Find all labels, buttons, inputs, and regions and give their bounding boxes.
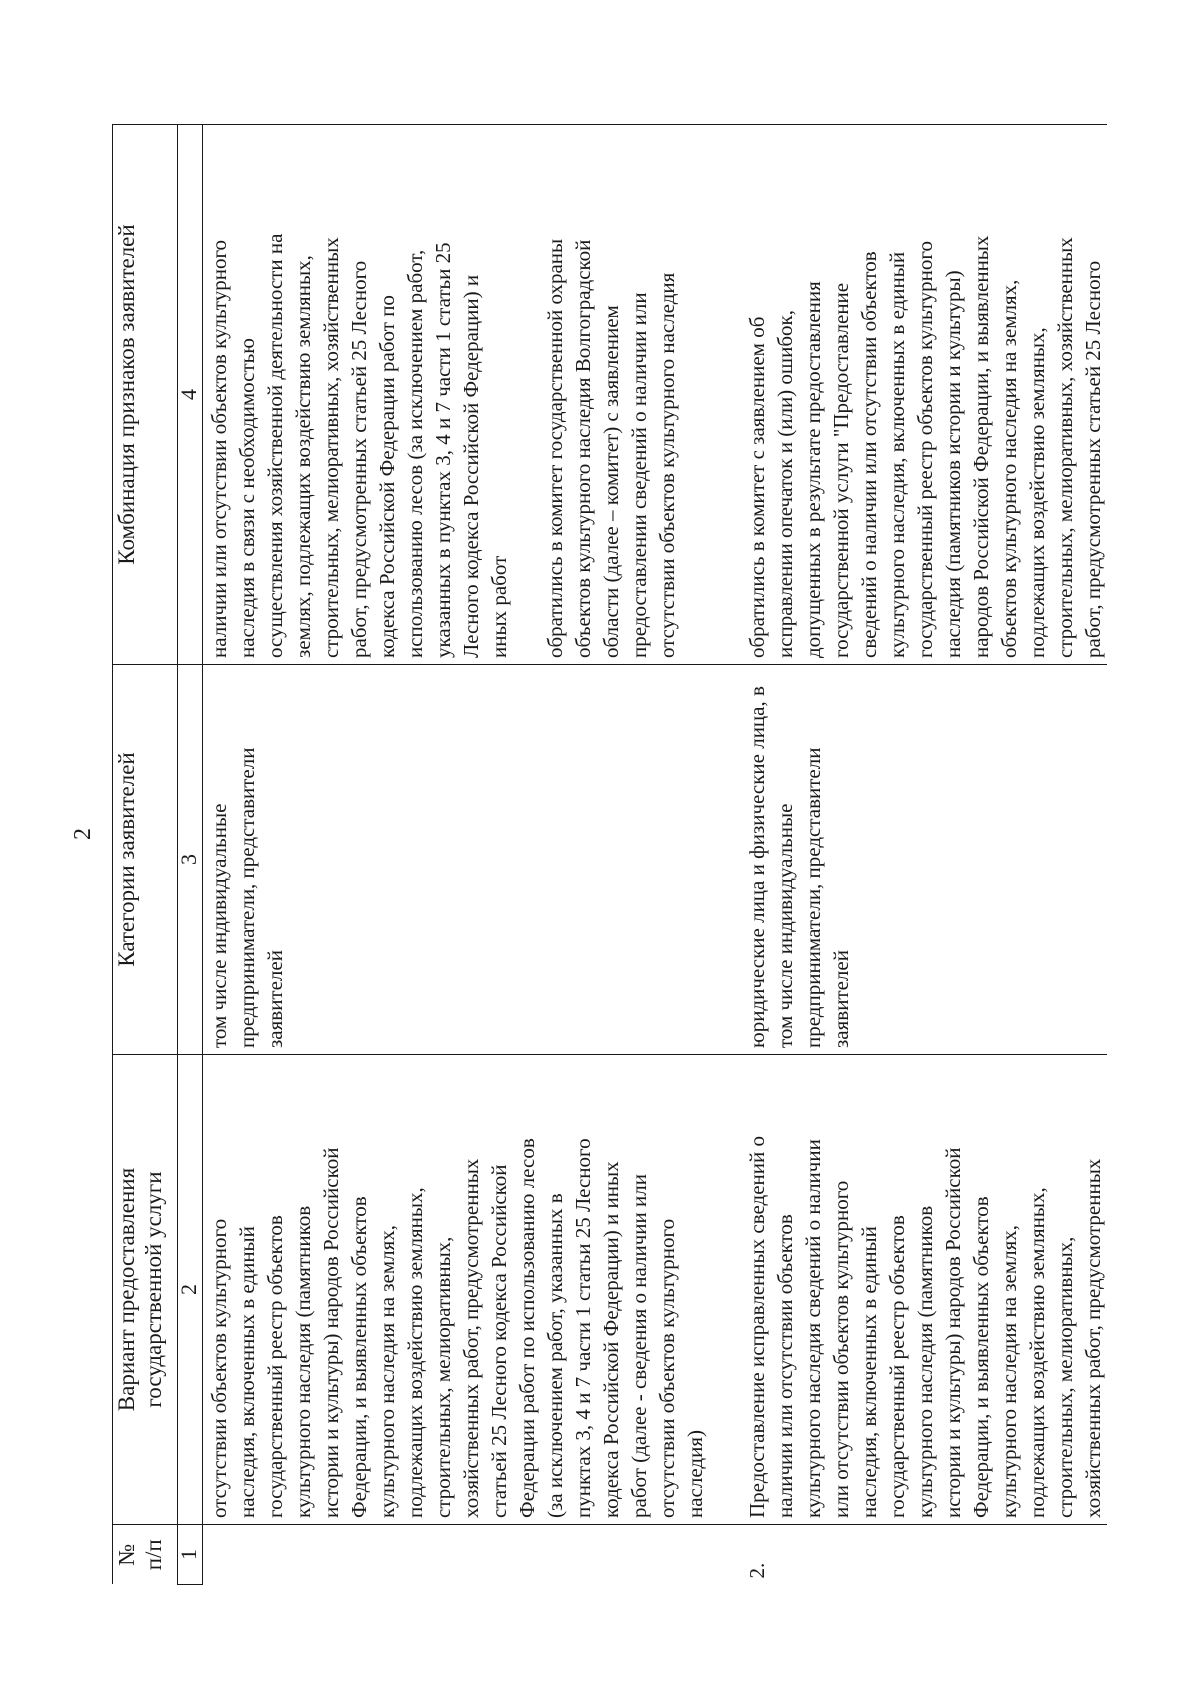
document-sheet	[112, 125, 1105, 1585]
features-paragraph: обратились в комитет с заявлением об исправлении опечаток и (или) ошибок, допущенных в результате предоставления государственной услуги "Предоставление сведений о наличии или отсутствии объектов культурного наследия, включенных в единый государственный реестр объектов культурного наследия (памятников истории и культуры) народов Российской Федерации, и выявленных объектов культурного наследия на землях, подлежащих воздействию земляных, строительных, мелиоративных, хозяйственных работ, предусмотренных статьей 25 Лесного	[745, 235, 1105, 658]
column-number-row	[178, 125, 203, 1585]
header-number: № п/п	[113, 1525, 178, 1585]
table-row	[203, 125, 740, 1585]
service-variant: Предоставление исправленных сведений о наличии или отсутствии объектов культурного наследия сведений о наличии или отсутствии объектов культурного наследия, включенных в единый государственный реестр объектов культурного наследия (памятников истории и культуры) народов Российской Федерации, и выявленных объектов культурного наследия на землях, подлежащих воздействию земляных, строительных, мелиоративных, хозяйственных работ, предусмотренных	[739, 1055, 1107, 1525]
features-paragraph: обратились в комитет государственной охраны объектов культурного наследия Волгоградской области (далее – комитет) с заявлением предоставлении сведений о наличии или отсутствии объектов культурного наследия	[543, 238, 679, 658]
applicant-categories: юридические лица и физические лица, в том числе индивидуальные предприниматели, представители заявителей	[739, 665, 1107, 1055]
column-number: 4	[178, 125, 203, 665]
service-variant: отсутствии объектов культурного наследия, включенных в единый государственный реестр объектов культурного наследия (памятников истории и культуры) народов Российской Федерации, и выявленных объектов культурного наследия на землях, подлежащих воздействию земляных, строительных, мелиоративных, хозяйственных работ, предусмотренных статьей 25 Лесного кодекса Российской Федерации работ по использованию лесов (за исключением работ, указанных в пунктах 3, 4 и 7 части 1 статьи 25 Лесного кодекса Российской Федерации) и иных работ (далее - сведения о наличии или отсутствии объектов культурного наследия)	[203, 1055, 740, 1525]
page-number: 2	[70, 828, 96, 840]
column-number: 3	[178, 665, 203, 1055]
column-number: 2	[178, 1055, 203, 1525]
header-categories: Категории заявителей	[113, 665, 178, 1055]
row-number	[203, 1525, 740, 1585]
header-features: Комбинация признаков заявителей	[113, 125, 178, 665]
header-variant: Вариант предоставления государственной услуги	[113, 1055, 178, 1525]
table-header-row	[113, 125, 178, 1585]
applicant-categories: том числе индивидуальные предприниматели, представители заявителей	[203, 665, 740, 1055]
row-number: 2.	[739, 1525, 1107, 1585]
column-number: 1	[178, 1525, 203, 1585]
table-row	[739, 125, 1107, 1585]
services-table	[112, 124, 1107, 1585]
applicant-features	[203, 125, 740, 665]
features-paragraph: наличии или отсутствии объектов культурного наследия в связи с необходимостью осуществления хозяйственной деятельности на землях, подлежащих воздействию земляных, строительных, мелиоративных, хозяйственных работ, предусмотренных статьей 25 Лесного кодекса Российской Федерации работ по использованию лесов (за исключением работ, указанных в пунктах 3, 4 и 7 части 1 статьи 25 Лесного кодекса Российской Федерации) и иных работ	[207, 233, 511, 658]
applicant-features	[739, 125, 1107, 665]
